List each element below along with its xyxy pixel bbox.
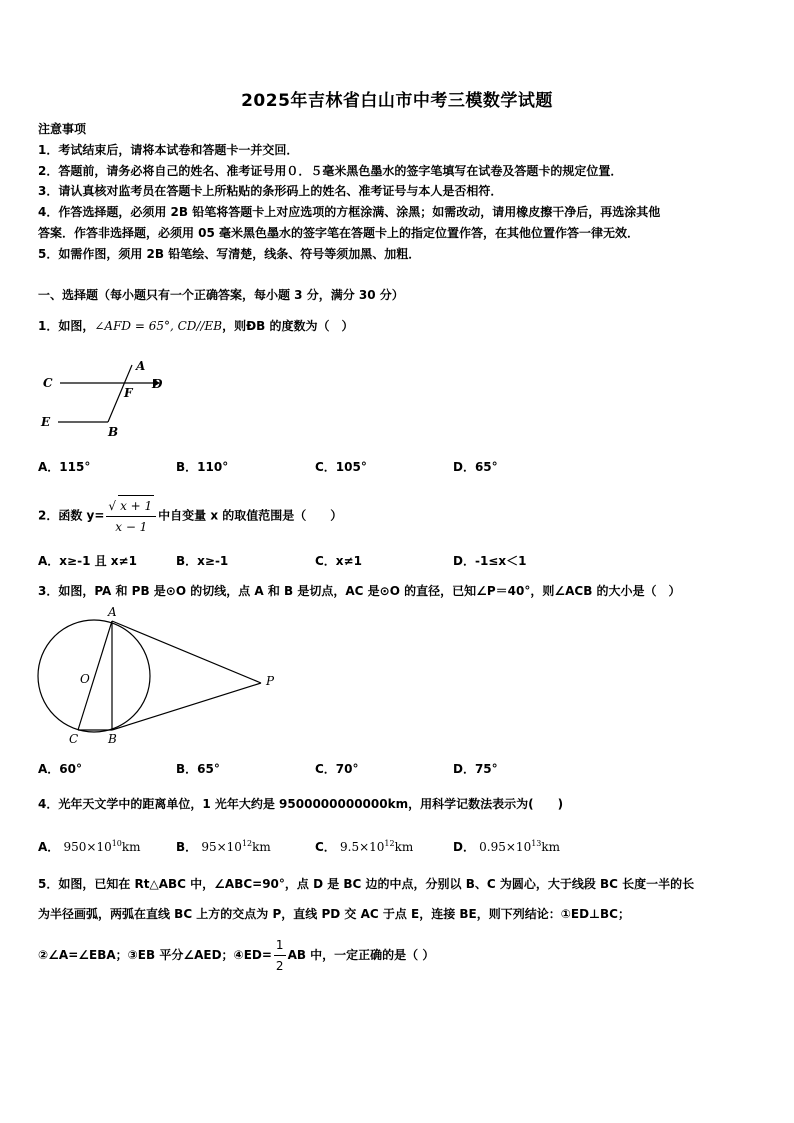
page-title: 2025年吉林省白山市中考三模数学试题 [241,91,553,111]
question-4-stem: 4．光年天文学中的距离单位，1 光年大约是 9500000000000km，用科学记数法表示为( ) [38,797,564,811]
tangent-pa [112,621,261,683]
q2-stem-suffix: 中自变量 x 的取值范围是（ ） [158,508,343,523]
q3-figure [36,604,286,749]
q1-stem-suffix: ，则ÐB 的度数为（ ） [222,319,354,333]
q4-option-d[interactable] [453,838,560,855]
q1-option-a[interactable]: A．115° [38,460,91,474]
q5-line3-prefix: ②∠A=∠EBA；③EB 平分∠AED；④ED= [38,948,272,962]
option-exponent: 13 [531,839,542,848]
notice-item: 1．考试结束后，请将本试卷和答题卡一并交回． [38,143,299,157]
q2-option-b[interactable]: B．x≥-1 [176,554,229,568]
option-label: A． [38,840,60,854]
notice-item: 答案．作答非选择题，必须用 05 毫米黑色墨水的签字笔在答题卡上的指定位置作答，在其他位置作答一律无效． [38,226,640,240]
q3-option-a[interactable]: A．60° [38,762,82,776]
fraction-numerator: 1 [274,935,286,956]
notice-item: 5．如需作图，须用 2B 铅笔绘、写清楚，线条、符号等须加黑、加粗． [38,247,421,261]
label-c: C [69,732,79,746]
option-unit: km [394,840,414,854]
question-5-line-2: 为半径画弧，两弧在直线 BC 上方的交点为 P，直线 PD 交 AC 于点 E，连接 BE，则下列结论：①ED⊥BC； [38,907,630,921]
option-label: B． [176,840,198,854]
label-o: O [80,672,90,686]
label-a: A [136,359,146,373]
label-d: D [152,377,163,391]
q2-option-d[interactable]: D．-1≤x＜1 [453,554,527,568]
q2-denominator: x − 1 [115,520,148,534]
question-2-stem [38,495,342,537]
option-mantissa: 950×10 [63,840,112,854]
label-b: B [108,425,119,439]
q1-option-c[interactable]: C．105° [315,460,367,474]
notice-item: 4．作答选择题，必须用 2B 铅笔将答题卡上对应选项的方框涂满、涂黑；如需改动，请用橡皮擦干净后，再选涂其他 [38,205,661,219]
q2-stem-prefix: 2．函数 y= [38,508,105,523]
question-1-stem [38,318,353,334]
label-a: A [108,605,117,619]
notice-item: 3．请认真核对监考员在答题卡上所粘贴的条形码上的姓名、准考证号与本人是否相符． [38,184,503,198]
question-5-line-1: 5．如图，已知在 Rt△ABC 中，∠ABC=90°，点 D 是 BC 边的中点，分别以 B、C 为圆心，大于线段 BC 长度一半的长 [38,877,695,891]
question-5-line-3 [38,935,434,976]
tangent-pb [112,683,261,730]
label-p: P [266,674,275,688]
q5-fraction [274,935,286,976]
option-label: C． [315,840,336,854]
q3-option-d[interactable]: D．75° [453,762,498,776]
label-e: E [41,415,51,429]
q2-sqrt-expr: x + 1 [118,495,154,516]
q1-option-b[interactable]: B．110° [176,460,229,474]
circle-o [38,620,150,732]
q4-option-c[interactable] [315,838,413,855]
q1-stem-prefix: 1．如图， [38,319,95,333]
q2-option-a[interactable]: A．x≥-1 且 x≠1 [38,554,137,568]
label-f: F [124,386,133,400]
q3-option-c[interactable]: C．70° [315,762,359,776]
option-label: D． [453,840,475,854]
q1-figure [38,355,168,440]
q1-stem-math: ∠AFD = 65°, CD//EB [94,319,223,333]
option-exponent: 12 [241,839,253,848]
option-exponent: 12 [384,839,395,848]
notice-item: 2．答题前，请务必将自己的姓名、准考证号用０．５毫米黑色墨水的签字笔填写在试卷及答题卡的规定位置． [38,164,623,178]
q3-option-b[interactable]: B．65° [176,762,220,776]
label-b: B [108,732,117,746]
option-unit: km [252,840,271,854]
q1-option-d[interactable]: D．65° [453,460,498,474]
q4-option-b[interactable] [176,838,271,855]
q4-option-a[interactable] [38,838,141,855]
option-mantissa: 9.5×10 [340,840,385,854]
label-c: C [43,376,53,390]
question-3-stem: 3．如图，PA 和 PB 是⊙O 的切线，点 A 和 B 是切点，AC 是⊙O 的直径，已知∠P＝40°，则∠ACB 的大小是（ ） [38,584,681,598]
option-unit: km [541,840,561,854]
option-mantissa: 95×10 [201,840,242,854]
fraction-denominator: 2 [275,959,284,973]
q2-option-c[interactable]: C．x≠1 [315,554,362,568]
option-mantissa: 0.95×10 [479,840,532,854]
option-exponent: 10 [111,839,122,848]
section-heading: 一、选择题（每小题只有一个正确答案，每小题 3 分，满分 30 分） [38,288,404,302]
q2-fraction: $\frac{√ x + 1}{x - 1}$ [106,495,156,537]
option-unit: km [121,840,141,854]
notice-heading: 注意事项 [38,122,87,136]
q5-line3-suffix: AB 中，一定正确的是（ ） [287,948,435,962]
